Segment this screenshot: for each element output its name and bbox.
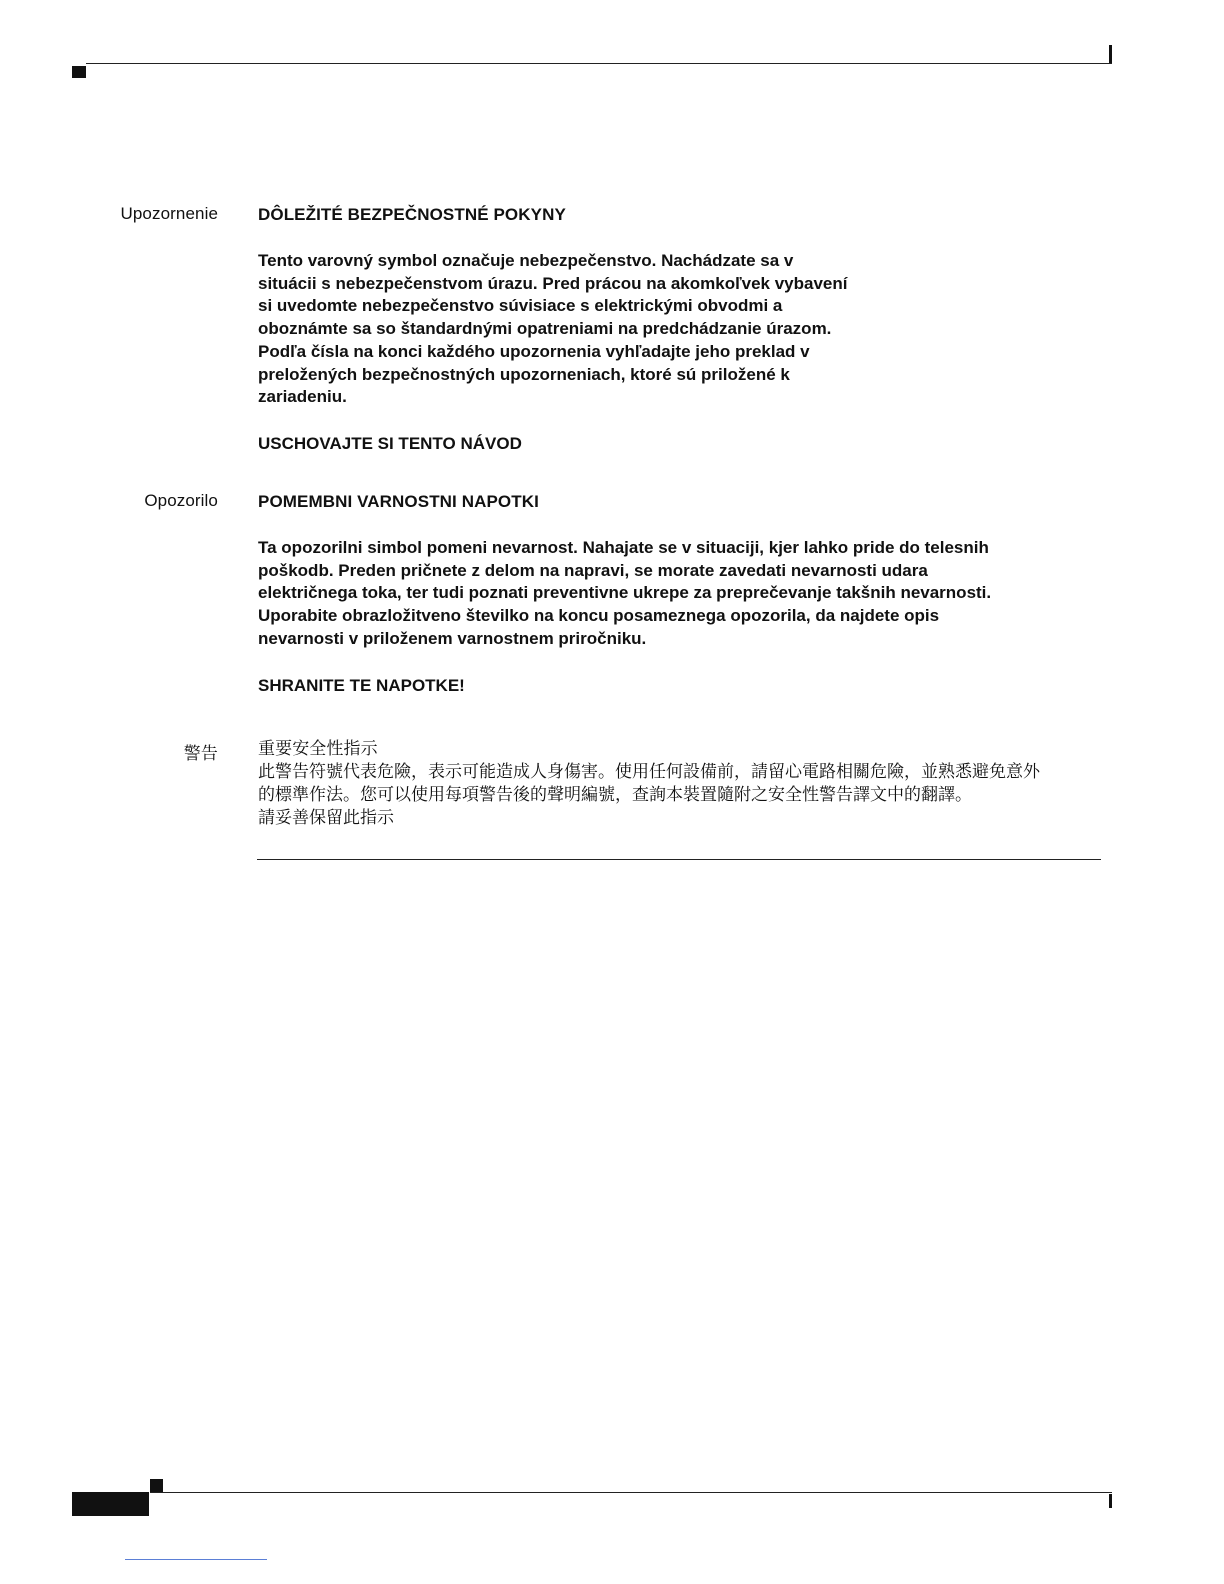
warning-body: Tento varovný symbol označuje nebezpečenstvo. Nachádzate sa v situácii s nebezpečenstvom úrazu. Pred prácou na akomkoľvek vybavení si uvedomte nebezpečenstvo súvisiace s elektrickými obvodmi a oboznámte sa so štandardnými opatreniami na predchádzanie úrazom. Podľa čísla na konci každého upozornenia vyhľadajte jeho preklad v preložených bezpečnostných upozorneniach, ktoré sú priložené k zariadeniu. (258, 251, 848, 407)
warning-body: 此警告符號代表危險，表示可能造成人身傷害。使用任何設備前，請留心電路相關危險，並熟悉避免意外 的標準作法。您可以使用每項警告後的聲明編號，查詢本裝置隨附之安全性警告譯文中的翻譯。 (258, 762, 1040, 805)
footer-tick-mark (1109, 1494, 1112, 1508)
footer-rule (150, 1492, 1112, 1493)
warning-content (258, 738, 1108, 830)
warning-title: POMEMBNI VARNOSTNI NAPOTKI (258, 492, 539, 511)
warning-footer: 請妥善保留此指示 (258, 808, 394, 828)
warning-label: 警告 (183, 744, 218, 764)
warning-title: DÔLEŽITÉ BEZPEČNOSTNÉ POKYNY (258, 205, 566, 224)
header-marker-square (72, 66, 86, 78)
header-tick-mark (1109, 45, 1112, 64)
warning-footer: USCHOVAJTE SI TENTO NÁVOD (258, 433, 522, 453)
warning-footer: SHRANITE TE NAPOTKE! (258, 675, 465, 695)
warning-content (258, 491, 1108, 697)
footer-link-underline[interactable] (125, 1559, 267, 1560)
warning-body: Ta opozorilni simbol pomeni nevarnost. Nahajate se v situaciji, kjer lahko pride do telesnih poškodb. Preden pričnete z delom na napravi, se morate zavedati nevarnosti udara električnega toka, ter tudi poznati preventivne ukrepe za preprečevanje takšnih nevarnosti. Uporabite obrazložitveno številko na koncu posameznega opozorila, da najdete opis nevarnosti v priloženem varnostnem priročniku. (258, 538, 992, 648)
footer-page-tab (72, 1492, 149, 1516)
warning-title: 重要安全性指示 (258, 739, 378, 759)
warning-label: Opozorilo (144, 491, 218, 510)
header-rule (86, 63, 1112, 64)
footer-marker-square (150, 1479, 163, 1492)
warning-label: Upozornenie (120, 204, 218, 223)
warnings-end-rule (257, 859, 1101, 860)
warning-content (258, 204, 1108, 455)
